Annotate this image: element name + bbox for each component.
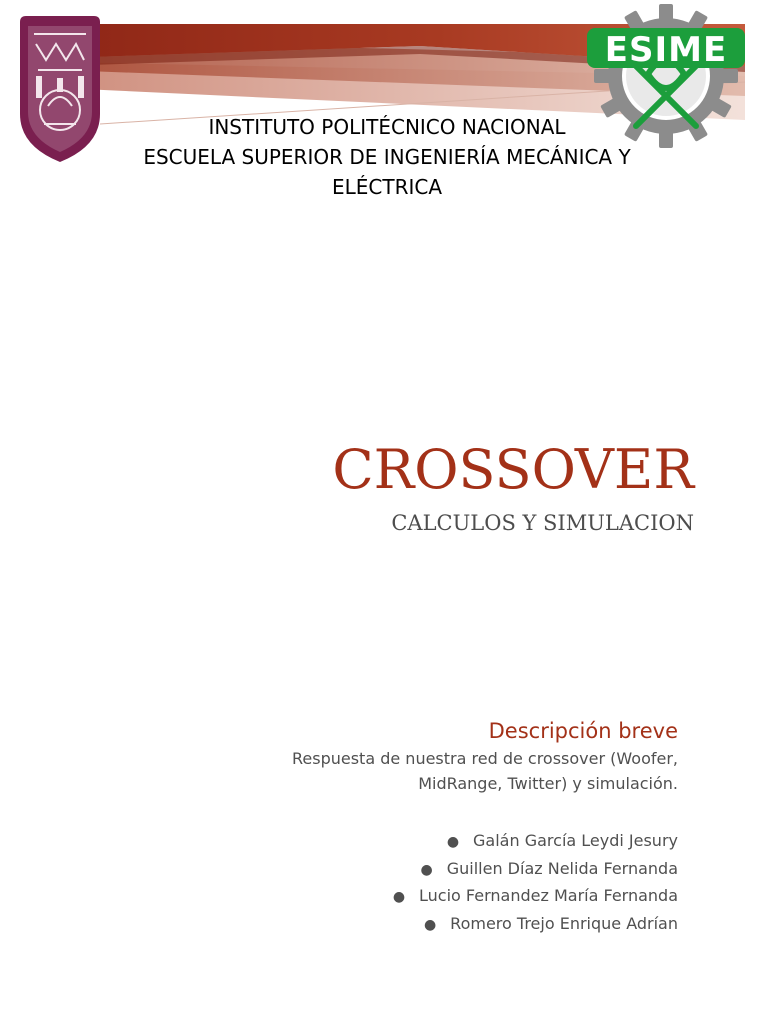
description-body — [218, 746, 678, 796]
bullet-icon: ● — [420, 861, 433, 878]
esime-lettering: ESIME — [604, 30, 728, 70]
institution-line: INSTITUTO POLITÉCNICO NACIONAL — [208, 115, 566, 139]
author-list — [393, 828, 678, 938]
document-subtitle: CALCULOS Y SIMULACION — [391, 511, 694, 535]
author-item — [393, 828, 678, 856]
description-heading: Descripción breve — [488, 719, 678, 743]
institution-line: ELÉCTRICA — [331, 175, 443, 199]
author-name: Guillen Díaz Nelida Fernanda — [446, 858, 678, 878]
author-item — [393, 883, 678, 911]
author-item — [393, 911, 678, 939]
author-name: Galán García Leydi Jesury — [473, 831, 678, 850]
description-line: MidRange, Twitter) y simulación. — [418, 774, 678, 793]
author-item — [393, 856, 678, 884]
bullet-icon: ● — [446, 834, 460, 850]
author-name: Romero Trejo Enrique Adrían — [450, 913, 678, 933]
document-title: CROSSOVER — [332, 438, 694, 501]
author-name: Lucio Fernandez María Fernanda — [419, 886, 678, 905]
institution-name — [100, 112, 674, 202]
ipn-seal-icon — [16, 14, 104, 164]
bullet-icon: ● — [392, 889, 406, 905]
institution-line: ESCUELA SUPERIOR DE INGENIERÍA MECÁNICA Y — [143, 145, 631, 169]
description-line: Respuesta de nuestra red de crossover (Woofer, — [292, 749, 678, 768]
bullet-icon: ● — [423, 916, 437, 933]
